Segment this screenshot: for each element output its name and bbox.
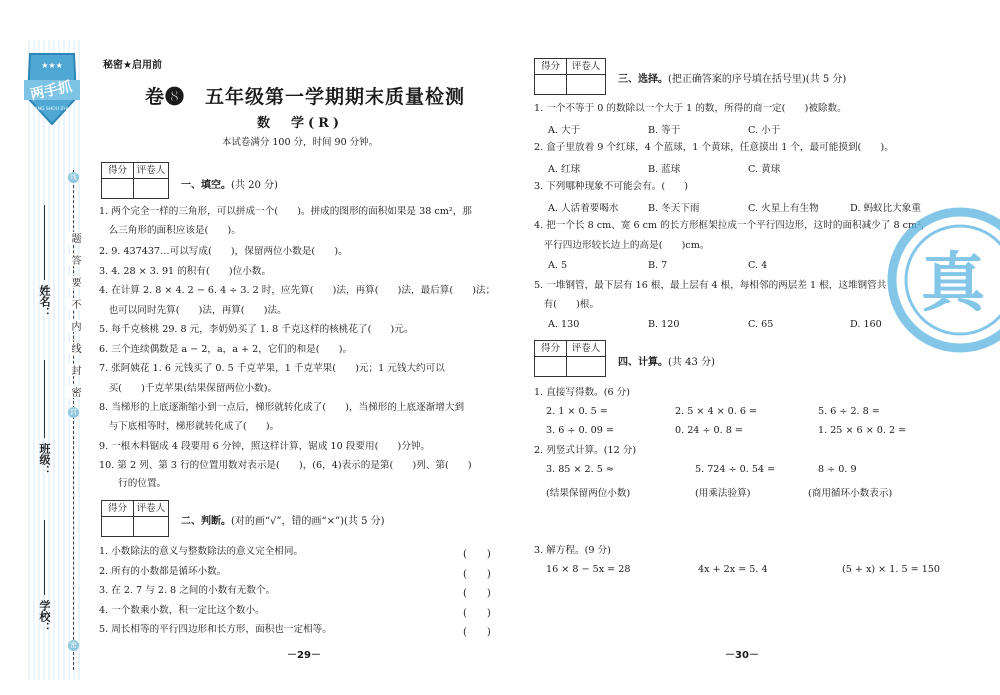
section-heading-choice: 三、选择。(把正确答案的序号填在括号里)(共 5 分)	[618, 74, 847, 85]
cut-line	[73, 170, 74, 670]
grader-cell[interactable]	[134, 179, 168, 198]
cut-word: 不	[69, 299, 80, 309]
cut-word: 封	[69, 365, 80, 375]
binding-strip	[0, 0, 95, 695]
score-box	[534, 58, 606, 95]
confidential-mark: 秘密★启用前	[103, 60, 162, 71]
grader-label: 评卷人	[136, 503, 166, 514]
answer-paren[interactable]: ( )	[463, 549, 491, 560]
calc-item: 0. 24 ÷ 0. 8 =	[675, 425, 743, 436]
calc-note: (用乘法验算)	[695, 488, 751, 499]
question-line: 3. 解方程。(9 分)	[534, 545, 611, 556]
choice-option[interactable]: A. 大于	[548, 125, 581, 136]
question-line: 5. 每千克核桃 29. 8 元，李奶奶买了 1. 8 千克这样的核桃花了( )元。	[99, 324, 414, 335]
exam-info: 本试卷满分 100 分，时间 90 分钟。	[221, 137, 379, 148]
score-cell[interactable]	[102, 179, 134, 198]
question-line: 1. 两个完全一样的三角形，可以拼成一个( )。拼成的图形的面积如果是 38 cm²，那	[99, 206, 472, 217]
cut-word: 答	[69, 255, 80, 265]
grader-label: 评卷人	[571, 343, 601, 354]
choice-option[interactable]: B. 120	[648, 319, 680, 330]
question-line: 3. 下列哪种现象不可能会有。( )	[534, 181, 689, 192]
grader-cell[interactable]	[567, 75, 605, 94]
score-cell[interactable]	[535, 75, 567, 94]
score-label: 得分	[535, 59, 567, 74]
answer-paren[interactable]: ( )	[463, 588, 491, 599]
choice-option[interactable]: A. 130	[548, 319, 580, 330]
answer-paren[interactable]: ( )	[463, 627, 491, 638]
choice-option[interactable]: B. 7	[648, 260, 668, 271]
calc-item: 3. 85 × 2. 5 ≈	[546, 464, 614, 475]
page-number: －30－	[725, 650, 759, 661]
grader-cell[interactable]	[567, 357, 605, 376]
page-number: －29－	[287, 650, 321, 661]
cut-word: 密	[69, 387, 80, 397]
answer-paren[interactable]: ( )	[463, 608, 491, 619]
calc-item: 5. 724 ÷ 0. 54 =	[695, 464, 776, 475]
exam-title: 卷❽ 五年级第一学期期末质量检测	[145, 86, 466, 108]
choice-option[interactable]: C. 黄球	[748, 164, 781, 175]
cut-word: 线	[69, 343, 80, 353]
equation-item: (5 + x) × 1. 5 = 150	[842, 564, 941, 575]
calc-note: (结果保留两位小数)	[546, 488, 631, 499]
stamp-seal	[885, 205, 1000, 355]
equation-item: 4x + 2x = 5. 4	[698, 564, 768, 575]
question-line: 有( )根。	[534, 299, 600, 310]
question-line: 平行四边形较长边上的高是( )cm。	[534, 240, 710, 251]
score-box	[101, 500, 169, 537]
choice-option[interactable]: D. 蚂蚁比大象重	[850, 203, 922, 214]
calc-item: 3. 6 ÷ 0. 09 =	[546, 425, 614, 436]
name-line[interactable]	[44, 205, 45, 280]
cut-word: 题	[69, 233, 80, 243]
score-cell[interactable]	[535, 357, 567, 376]
choice-option[interactable]: C. 火星上有生物	[748, 203, 819, 214]
choice-option[interactable]: A. 红球	[548, 164, 581, 175]
question-line: 4. 一个数乘小数，积一定比这个数小。	[99, 605, 265, 616]
question-line: 2. 所有的小数都是循环小数。	[99, 566, 227, 577]
score-label: 得分	[102, 163, 134, 178]
brand-name: 两手抓	[28, 78, 74, 104]
stamp-text: 真	[921, 247, 985, 321]
question-line: 行的位置。	[99, 478, 167, 489]
question-line: 5. 一堆钢管，最下层有 16 根，最上层有 4 根，每相邻的两层差 1 根，这堆钢管共	[534, 280, 887, 291]
choice-option[interactable]: B. 蓝球	[648, 164, 681, 175]
question-line: 买( )千克苹果(结果保留两位小数)。	[99, 383, 278, 394]
question-line: 8. 当梯形的上底逐渐缩小到一点后，梯形就转化成了( )，当梯形的上底逐渐增大到	[99, 402, 465, 413]
section-heading-judge: 二、判断。(对的画“√”，错的画“×”)(共 5 分)	[181, 516, 385, 527]
question-line: 4. 在计算 2. 8 × 4. 2 − 6. 4 ÷ 3. 2 时，应先算( )法，再算( )法，最后算( )法；	[99, 285, 496, 296]
name-label: 姓名：	[38, 285, 51, 318]
question-line: 9. 一根木料锯成 4 段要用 6 分钟，照这样计算，锯成 10 段要用( )分钟。	[99, 441, 431, 452]
question-line: 也可以同时先算( )法，再算( )法。	[99, 305, 287, 316]
question-line: 与下底相等时，梯形就转化成了( )。	[99, 421, 280, 432]
score-label: 得分	[535, 341, 567, 356]
question-line: 10. 第 2 列、第 3 行的位置用数对表示是( )，(6，4)表示的是第( )列、第( )	[99, 460, 472, 471]
score-box	[534, 340, 606, 377]
section-heading-fill: 一、填空。(共 20 分)	[181, 180, 278, 191]
section-heading-calc: 四、计算。(共 43 分)	[618, 357, 715, 368]
calc-item: 8 ÷ 0. 9	[818, 464, 857, 475]
exam-subject: 数 学(R)	[256, 116, 344, 131]
score-box	[101, 162, 169, 199]
question-line: 2. 盒子里放着 9 个红球，4 个蓝球，1 个黄球，任意摸出 1 个，最可能摸到( )。	[534, 142, 894, 153]
cut-word: 内	[69, 321, 80, 331]
question-line: 4. 把一个长 8 cm、宽 6 cm 的长方形框架拉成一个平行四边形，这时的面积减少了 8 cm²，	[534, 220, 931, 231]
calc-item: 2. 1 × 0. 5 =	[546, 406, 608, 417]
question-line: 1. 一个不等于 0 的数除以一个大于 1 的数，所得的商一定( )被除数。	[534, 103, 847, 114]
school-line[interactable]	[44, 520, 45, 595]
question-line: 5. 周长相等的平行四边形和长方形，面积也一定相等。	[99, 624, 332, 635]
calc-item: 5. 6 ÷ 2. 8 =	[818, 406, 880, 417]
question-line: 3. 4. 28 × 3. 91 的积有( )位小数。	[99, 266, 272, 277]
choice-option[interactable]: C. 小于	[748, 125, 781, 136]
page-29	[95, 0, 505, 695]
cut-word: 要	[69, 277, 80, 287]
question-line: 1. 直接写得数。(6 分)	[534, 387, 630, 398]
grader-label: 评卷人	[571, 61, 601, 72]
choice-option[interactable]: C. 4	[748, 260, 768, 271]
choice-option[interactable]: A. 5	[548, 260, 568, 271]
grader-cell[interactable]	[134, 517, 168, 536]
choice-option[interactable]: C. 65	[748, 319, 774, 330]
question-line: 3. 在 2. 7 与 2. 8 之间的小数有无数个。	[99, 585, 276, 596]
score-cell[interactable]	[102, 517, 134, 536]
choice-option[interactable]: A. 人活着要喝水	[548, 203, 619, 214]
class-label: 班级：	[38, 443, 51, 476]
brand-subtitle: LIANG SHOU ZHUA	[30, 107, 74, 112]
svg-text:★★★: ★★★	[41, 61, 63, 70]
equation-item: 16 × 8 − 5x = 28	[546, 564, 631, 575]
answer-paren[interactable]: ( )	[463, 569, 491, 580]
class-line[interactable]	[44, 360, 45, 438]
question-line: 么三角形的面积应该是( )。	[99, 225, 241, 236]
school-label: 学校：	[38, 600, 51, 633]
question-line: 7. 张阿姨花 1. 6 元钱买了 0. 5 千克苹果，1 千克苹果( )元；1 元钱大约可以	[99, 363, 445, 374]
calc-note: (商用循环小数表示)	[808, 488, 893, 499]
calc-item: 1. 25 × 6 × 0. 2 =	[818, 425, 907, 436]
choice-option[interactable]: B. 等于	[648, 125, 681, 136]
question-line: 6. 三个连续偶数是 a − 2，a，a + 2，它们的和是( )。	[99, 344, 353, 355]
score-label: 得分	[102, 501, 134, 516]
choice-option[interactable]: D. 160	[850, 319, 882, 330]
brand-logo	[22, 40, 82, 130]
question-line: 2. 列竖式计算。(12 分)	[534, 445, 637, 456]
grader-label: 评卷人	[136, 165, 166, 176]
calc-item: 2. 5 × 4 × 0. 6 =	[675, 406, 758, 417]
cut-dot: 密	[70, 641, 77, 649]
cut-dot: 线	[70, 173, 77, 181]
question-line: 1. 小数除法的意义与整数除法的意义完全相同。	[99, 546, 304, 557]
choice-option[interactable]: B. 冬天下雨	[648, 203, 700, 214]
cut-dot: 封	[70, 408, 77, 416]
question-line: 2. 9. 437437…可以写成( )，保留两位小数是( )。	[99, 246, 348, 257]
